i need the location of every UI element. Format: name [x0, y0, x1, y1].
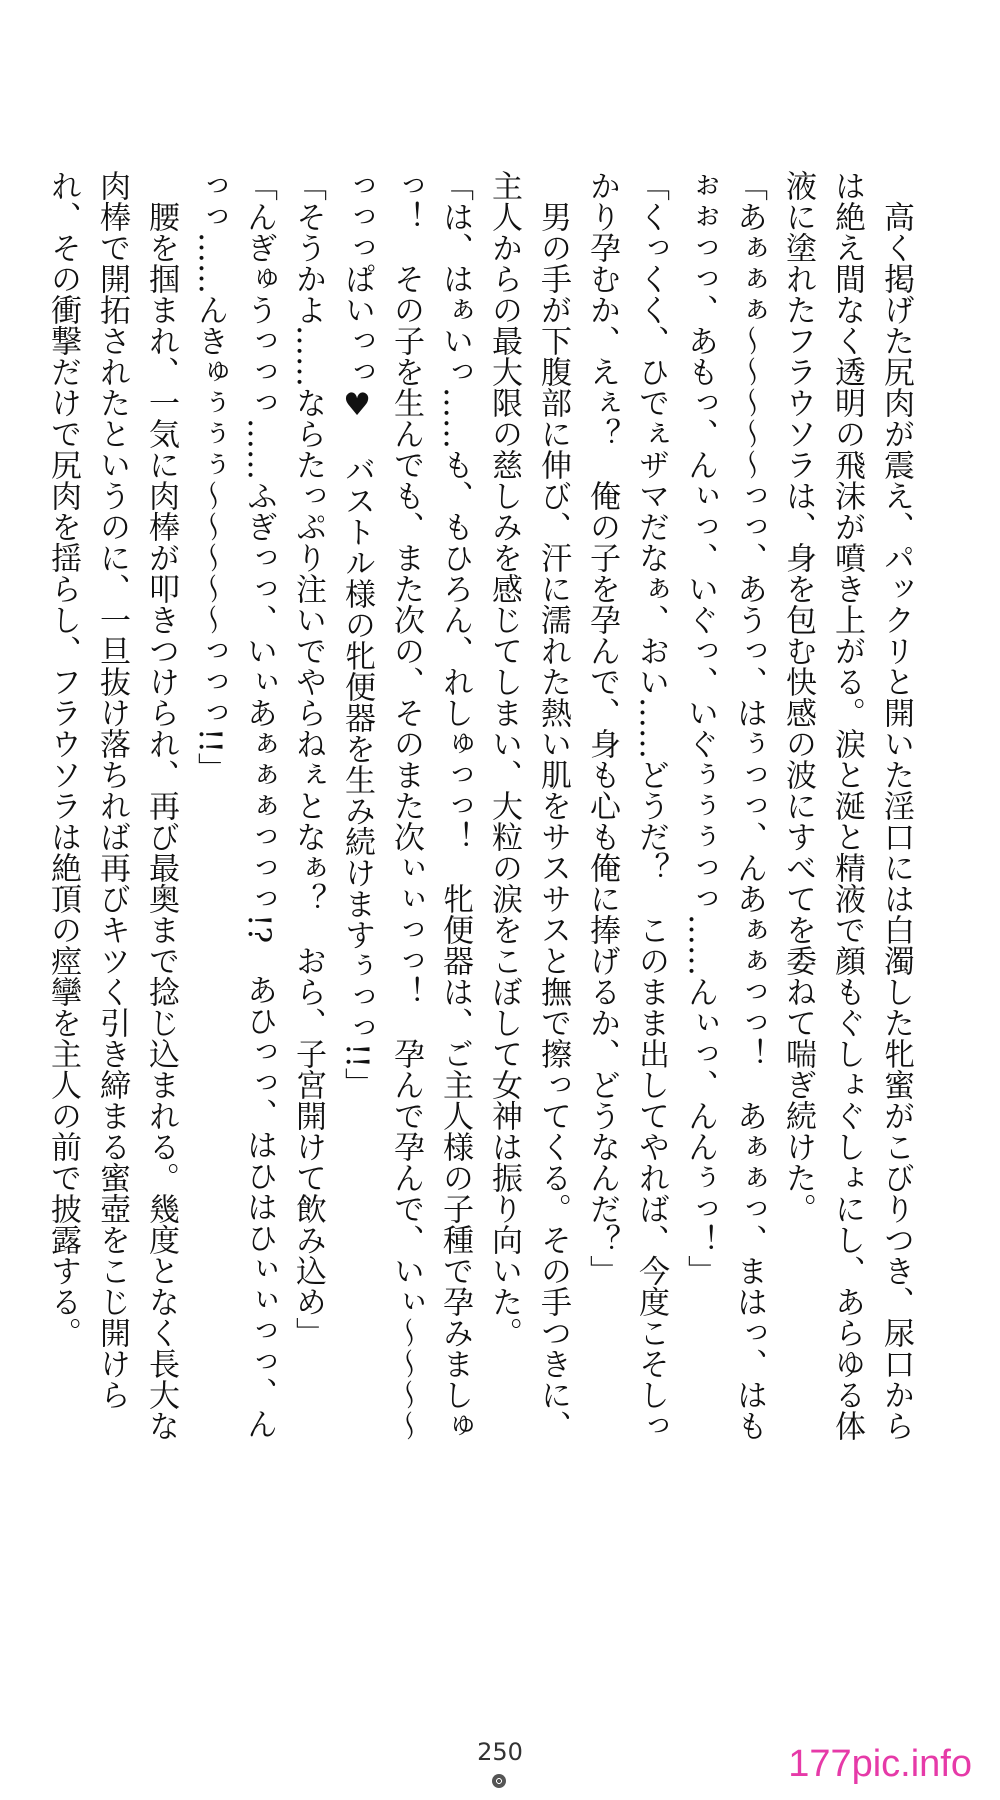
- dialogue-line: 「は、はぁいっ……も、もひろん、れしゅっっ！ 牝便器は、ご主人様の子種で孕みましゅっ！ その子を生んでも、また次の、そのまた次ぃぃっっ！ 孕んで孕んで、いぃ〜〜〜〜っっっぱいっっ♥ バストル様の牝便器を生み続けますぅっっ!!」: [339, 170, 473, 1441]
- page-number: 250: [477, 1738, 523, 1766]
- vertical-text-body: [45, 170, 920, 1470]
- paragraph: 腰を掴まれ、一気に肉棒が叩きつけられ、再び最奥まで捻じ込まれる。幾度となく長大な肉棒で開拓されたというのに、一旦抜け落ちれば再びキツく引き締まる蜜壺をこじ開けられ、その衝撃だけで尻肉を揺らし、フラウソラは絶頂の痙攣を主人の前で披露する。: [45, 170, 179, 1441]
- dialogue-line: 「あぁぁぁ〜〜〜〜〜っっ、あうっ、はぅっっ、んあぁぁっっ！ あぁぁっ、まはっ、はもぉぉっっ、あもっ、んぃっ、いぐっ、いぐぅぅぅっっ……んぃっ、んんぅっ！」: [682, 170, 767, 1441]
- dialogue-line: 「んぎゅうっっっ……ふぎっっ、いぃあぁぁぁっっっ!? あひっっ、はひはひぃぃっっ、んっっ……んきゅぅぅぅ〜〜〜〜〜っっっ!!」: [192, 170, 277, 1440]
- watermark: 177pic.info: [788, 1743, 972, 1785]
- dialogue-line: 「そうかよ……ならたっぷり注いでやらねぇとなぁ？ おら、子宮開けて飲み込め」: [290, 170, 326, 1348]
- dialogue-line: 「くっくく、ひでぇザマだなぁ、おい……どうだ？ このまま出してやれば、今度こそしっかり孕むか、えぇ？ 俺の子を孕んで、身も心も俺に捧げるか、どうなんだ？」: [584, 170, 669, 1441]
- page-ornament-icon: [492, 1774, 506, 1788]
- paragraph: 男の手が下腹部に伸び、汗に濡れた熱い肌をサスサスと撫で擦ってくる。その手つきに、主人からの最大限の慈しみを感じてしまい、大粒の涙をこぼして女神は振り向いた。: [486, 170, 571, 1441]
- paragraph: 高く掲げた尻肉が震え、パックリと開いた淫口には白濁した牝蜜がこびりつき、尿口からは絶え間なく透明の飛沫が噴き上がる。涙と涎と精液で顔もぐしょぐしょにし、あらゆる体液に塗れたフラウソラは、身を包む快感の波にすべてを委ねて喘ぎ続けた。: [780, 170, 914, 1441]
